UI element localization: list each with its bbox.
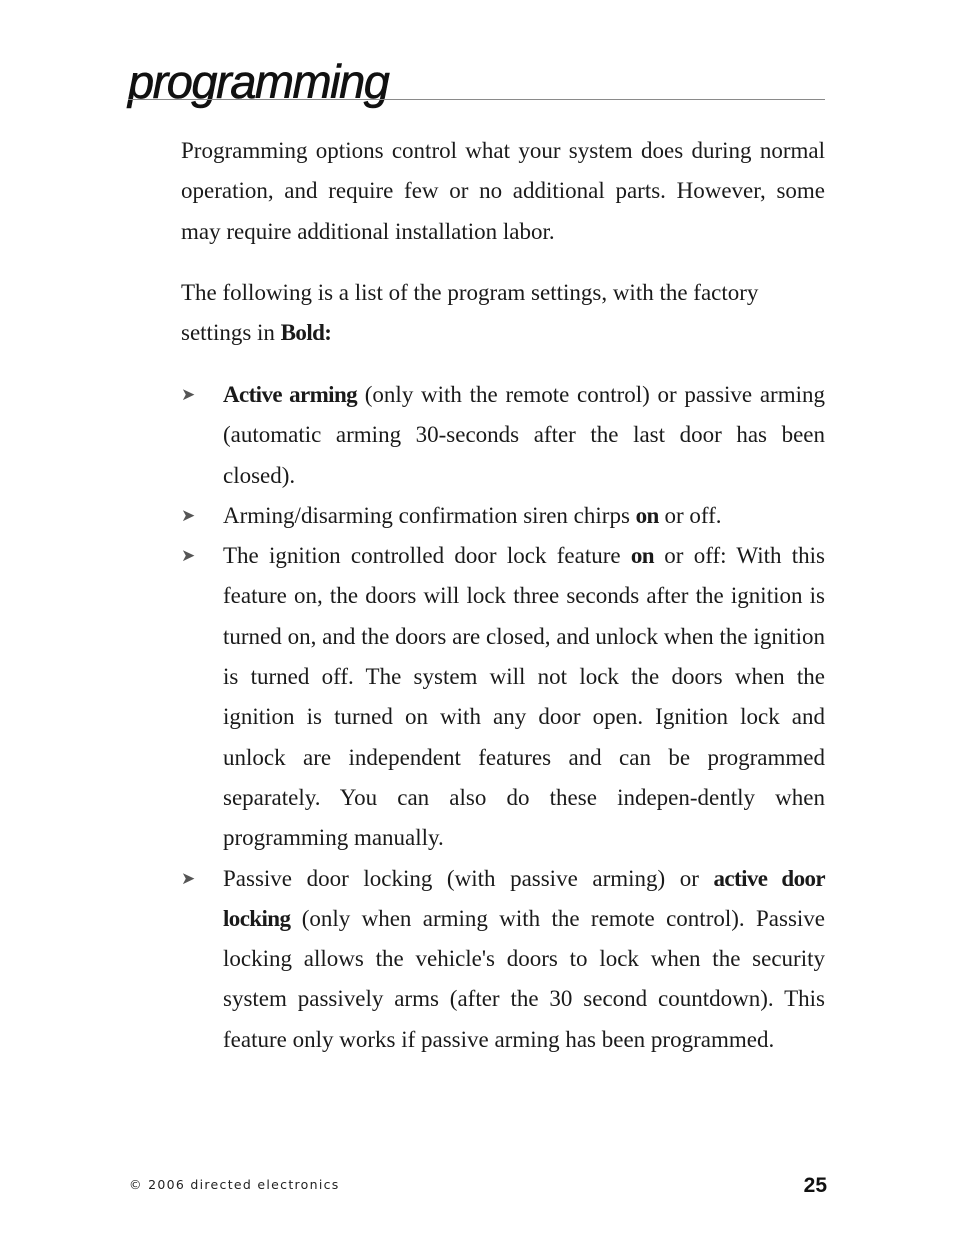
list-item-ignition-lock (181, 536, 825, 858)
setting-default-bold: on (630, 543, 654, 569)
arrowhead-bullet-icon: ➤ (181, 868, 196, 889)
list-item-door-locking (181, 859, 825, 1060)
setting-default-bold: on (635, 502, 659, 528)
page-title: programming (128, 55, 389, 108)
list-intro-text: The following is a list of the program settings, with the factory settings in (181, 280, 759, 346)
setting-description-tail: or off. (658, 502, 722, 528)
setting-default-bold: Active arming (223, 382, 358, 407)
setting-description: Passive door locking (with passive arming) or (223, 865, 714, 891)
title-rule (128, 99, 825, 100)
page-number: 25 (803, 1174, 827, 1197)
setting-description: Arming/disarming confirmation siren chirps (223, 502, 636, 528)
setting-description-tail: (only when arming with the remote control). Passive locking allows the vehicle's doors to lock when the security system passively arms (after the 30 second countdown). This feature only works if passive arming has been programmed. (223, 905, 825, 1052)
setting-default-bold: active door locking (223, 865, 825, 931)
footer-copyright: © 2006 directed electronics (129, 1177, 340, 1192)
program-settings-list (181, 375, 825, 1060)
arrowhead-bullet-icon: ➤ (181, 546, 196, 567)
setting-description-tail: or off: With this feature on, the doors will lock three seconds after the ignition is turned on, and the doors are closed, and unlock when the ignition is turned off. The system will not lock the doors when the ignition is turned on with any door open. Ignition lock and unlock are independent features and can be programmed separately. You can also do these indepen-dently when programming manually. (223, 543, 825, 851)
list-item-siren-chirps (181, 496, 825, 536)
list-intro-paragraph (181, 273, 825, 354)
setting-description: (only with the remote control) or passive arming (automatic arming 30-seconds after the last door has been closed). (223, 382, 826, 488)
list-item-active-arming (181, 375, 825, 496)
arrowhead-bullet-icon: ➤ (181, 505, 196, 526)
arrowhead-bullet-icon: ➤ (181, 385, 196, 405)
setting-description: The ignition controlled door lock feature (223, 543, 631, 569)
list-intro-bold: Bold: (280, 320, 332, 346)
intro-paragraph: Programming options control what your system does during normal operation, and require few or no additional parts. However, some may require additional installation labor. (181, 138, 825, 244)
